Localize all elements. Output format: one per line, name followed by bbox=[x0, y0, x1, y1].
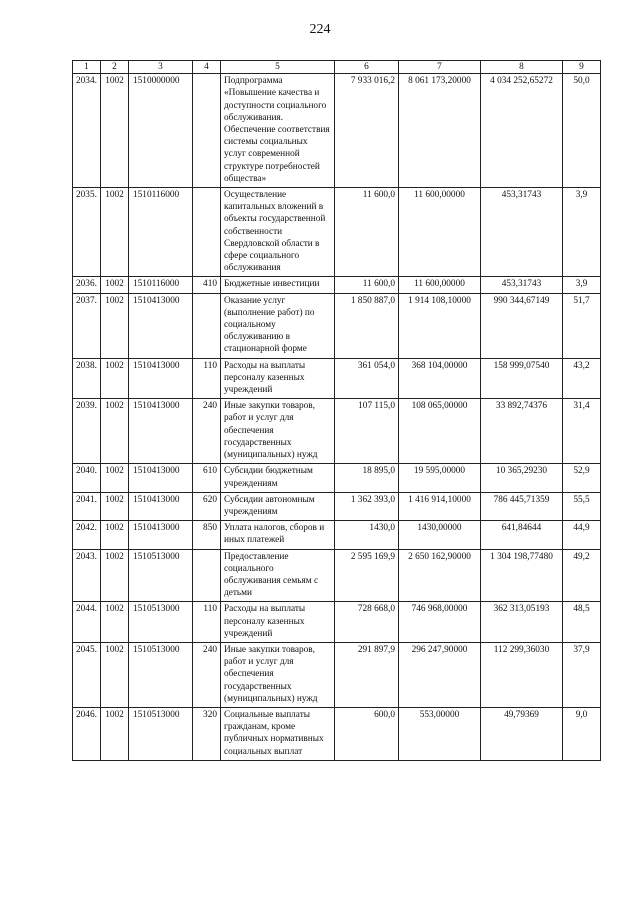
planned-amount-cell: 11 600,0 bbox=[335, 188, 399, 277]
executed-amount-cell: 33 892,74376 bbox=[481, 399, 563, 464]
expense-type-cell bbox=[193, 549, 221, 602]
planned-amount-cell: 728 668,0 bbox=[335, 602, 399, 643]
budget-table bbox=[72, 60, 601, 761]
section-code-cell: 1002 bbox=[101, 521, 129, 549]
planned-amount-cell: 107 115,0 bbox=[335, 399, 399, 464]
table-row bbox=[73, 642, 601, 707]
target-code-cell: 1510513000 bbox=[129, 707, 193, 760]
section-code-cell: 1002 bbox=[101, 549, 129, 602]
execution-percent-cell: 50,0 bbox=[563, 74, 601, 188]
table-row bbox=[73, 277, 601, 293]
target-code-cell: 1510413000 bbox=[129, 521, 193, 549]
table-header bbox=[73, 61, 601, 74]
expense-type-cell: 110 bbox=[193, 602, 221, 643]
row-number-cell: 2035. bbox=[73, 188, 101, 277]
section-code-cell: 1002 bbox=[101, 188, 129, 277]
execution-percent-cell: 43,2 bbox=[563, 358, 601, 399]
description-cell: Осуществление капитальных вложений в объекты государственной собственности Свердловской области в сфере социального обслуживания bbox=[221, 188, 335, 277]
executed-amount-cell: 4 034 252,65272 bbox=[481, 74, 563, 188]
row-number-cell: 2039. bbox=[73, 399, 101, 464]
planned-amount-cell: 2 595 169,9 bbox=[335, 549, 399, 602]
executed-amount-cell: 453,31743 bbox=[481, 188, 563, 277]
executed-amount-cell: 49,79369 bbox=[481, 707, 563, 760]
table-row bbox=[73, 602, 601, 643]
target-code-cell: 1510513000 bbox=[129, 642, 193, 707]
planned-amount-cell: 18 895,0 bbox=[335, 464, 399, 492]
description-cell: Оказание услуг (выполнение работ) по социальному обслуживанию в стационарной форме bbox=[221, 293, 335, 358]
description-cell: Иные закупки товаров, работ и услуг для обеспечения государственных (муниципальных) нужд bbox=[221, 642, 335, 707]
description-cell: Бюджетные инвестиции bbox=[221, 277, 335, 293]
execution-percent-cell: 37,9 bbox=[563, 642, 601, 707]
expense-type-cell: 620 bbox=[193, 492, 221, 520]
adjusted-amount-cell: 8 061 173,20000 bbox=[399, 74, 481, 188]
column-header: 9 bbox=[563, 61, 601, 74]
executed-amount-cell: 158 999,07540 bbox=[481, 358, 563, 399]
execution-percent-cell: 52,9 bbox=[563, 464, 601, 492]
target-code-cell: 1510116000 bbox=[129, 277, 193, 293]
row-number-cell: 2040. bbox=[73, 464, 101, 492]
target-code-cell: 1510513000 bbox=[129, 602, 193, 643]
expense-type-cell bbox=[193, 188, 221, 277]
adjusted-amount-cell: 1430,00000 bbox=[399, 521, 481, 549]
expense-type-cell: 320 bbox=[193, 707, 221, 760]
expense-type-cell: 110 bbox=[193, 358, 221, 399]
target-code-cell: 1510413000 bbox=[129, 358, 193, 399]
column-header: 4 bbox=[193, 61, 221, 74]
target-code-cell: 1510513000 bbox=[129, 549, 193, 602]
planned-amount-cell: 1 850 887,0 bbox=[335, 293, 399, 358]
row-number-cell: 2045. bbox=[73, 642, 101, 707]
executed-amount-cell: 10 365,29230 bbox=[481, 464, 563, 492]
expense-type-cell: 240 bbox=[193, 642, 221, 707]
planned-amount-cell: 7 933 016,2 bbox=[335, 74, 399, 188]
adjusted-amount-cell: 1 914 108,10000 bbox=[399, 293, 481, 358]
section-code-cell: 1002 bbox=[101, 358, 129, 399]
column-header: 5 bbox=[221, 61, 335, 74]
executed-amount-cell: 362 313,05193 bbox=[481, 602, 563, 643]
description-cell: Расходы на выплаты персоналу казенных учреждений bbox=[221, 602, 335, 643]
section-code-cell: 1002 bbox=[101, 492, 129, 520]
expense-type-cell bbox=[193, 293, 221, 358]
description-cell: Субсидии бюджетным учреждениям bbox=[221, 464, 335, 492]
execution-percent-cell: 48,5 bbox=[563, 602, 601, 643]
column-header: 2 bbox=[101, 61, 129, 74]
execution-percent-cell: 3,9 bbox=[563, 188, 601, 277]
table-row bbox=[73, 707, 601, 760]
expense-type-cell: 240 bbox=[193, 399, 221, 464]
target-code-cell: 1510413000 bbox=[129, 492, 193, 520]
adjusted-amount-cell: 11 600,00000 bbox=[399, 277, 481, 293]
executed-amount-cell: 641,84644 bbox=[481, 521, 563, 549]
section-code-cell: 1002 bbox=[101, 707, 129, 760]
execution-percent-cell: 55,5 bbox=[563, 492, 601, 520]
execution-percent-cell: 51,7 bbox=[563, 293, 601, 358]
table-row bbox=[73, 74, 601, 188]
description-cell: Иные закупки товаров, работ и услуг для обеспечения государственных (муниципальных) нужд bbox=[221, 399, 335, 464]
executed-amount-cell: 453,31743 bbox=[481, 277, 563, 293]
planned-amount-cell: 291 897,9 bbox=[335, 642, 399, 707]
table-row bbox=[73, 399, 601, 464]
expense-type-cell: 850 bbox=[193, 521, 221, 549]
column-header: 8 bbox=[481, 61, 563, 74]
row-number-cell: 2044. bbox=[73, 602, 101, 643]
row-number-cell: 2038. bbox=[73, 358, 101, 399]
executed-amount-cell: 1 304 198,77480 bbox=[481, 549, 563, 602]
row-number-cell: 2043. bbox=[73, 549, 101, 602]
column-header: 3 bbox=[129, 61, 193, 74]
description-cell: Субсидии автономным учреждениям bbox=[221, 492, 335, 520]
table-row bbox=[73, 549, 601, 602]
executed-amount-cell: 112 299,36030 bbox=[481, 642, 563, 707]
section-code-cell: 1002 bbox=[101, 293, 129, 358]
target-code-cell: 1510413000 bbox=[129, 399, 193, 464]
section-code-cell: 1002 bbox=[101, 277, 129, 293]
planned-amount-cell: 1430,0 bbox=[335, 521, 399, 549]
row-number-cell: 2037. bbox=[73, 293, 101, 358]
row-number-cell: 2041. bbox=[73, 492, 101, 520]
row-number-cell: 2042. bbox=[73, 521, 101, 549]
column-number-row bbox=[73, 61, 601, 74]
adjusted-amount-cell: 296 247,90000 bbox=[399, 642, 481, 707]
expense-type-cell: 410 bbox=[193, 277, 221, 293]
table-row bbox=[73, 358, 601, 399]
expense-type-cell: 610 bbox=[193, 464, 221, 492]
executed-amount-cell: 786 445,71359 bbox=[481, 492, 563, 520]
target-code-cell: 1510413000 bbox=[129, 293, 193, 358]
table-row bbox=[73, 188, 601, 277]
target-code-cell: 1510116000 bbox=[129, 188, 193, 277]
target-code-cell: 1510000000 bbox=[129, 74, 193, 188]
section-code-cell: 1002 bbox=[101, 74, 129, 188]
planned-amount-cell: 1 362 393,0 bbox=[335, 492, 399, 520]
column-header: 6 bbox=[335, 61, 399, 74]
table-row bbox=[73, 293, 601, 358]
planned-amount-cell: 11 600,0 bbox=[335, 277, 399, 293]
row-number-cell: 2034. bbox=[73, 74, 101, 188]
description-cell: Уплата налогов, сборов и иных платежей bbox=[221, 521, 335, 549]
adjusted-amount-cell: 19 595,00000 bbox=[399, 464, 481, 492]
adjusted-amount-cell: 368 104,00000 bbox=[399, 358, 481, 399]
section-code-cell: 1002 bbox=[101, 464, 129, 492]
planned-amount-cell: 600,0 bbox=[335, 707, 399, 760]
description-cell: Предоставление социального обслуживания семьям с детьми bbox=[221, 549, 335, 602]
table-row bbox=[73, 492, 601, 520]
section-code-cell: 1002 bbox=[101, 399, 129, 464]
execution-percent-cell: 9,0 bbox=[563, 707, 601, 760]
executed-amount-cell: 990 344,67149 bbox=[481, 293, 563, 358]
section-code-cell: 1002 bbox=[101, 642, 129, 707]
target-code-cell: 1510413000 bbox=[129, 464, 193, 492]
description-cell: Социальные выплаты гражданам, кроме публичных нормативных социальных выплат bbox=[221, 707, 335, 760]
column-header: 1 bbox=[73, 61, 101, 74]
table-row bbox=[73, 464, 601, 492]
planned-amount-cell: 361 054,0 bbox=[335, 358, 399, 399]
description-cell: Подпрограмма «Повышение качества и доступности социального обслуживания. Обеспечение соответствия системы социальных услуг современной структуре потребностей общества» bbox=[221, 74, 335, 188]
execution-percent-cell: 49,2 bbox=[563, 549, 601, 602]
adjusted-amount-cell: 1 416 914,10000 bbox=[399, 492, 481, 520]
adjusted-amount-cell: 553,00000 bbox=[399, 707, 481, 760]
adjusted-amount-cell: 108 065,00000 bbox=[399, 399, 481, 464]
adjusted-amount-cell: 2 650 162,90000 bbox=[399, 549, 481, 602]
execution-percent-cell: 3,9 bbox=[563, 277, 601, 293]
execution-percent-cell: 31,4 bbox=[563, 399, 601, 464]
row-number-cell: 2046. bbox=[73, 707, 101, 760]
adjusted-amount-cell: 11 600,00000 bbox=[399, 188, 481, 277]
expense-type-cell bbox=[193, 74, 221, 188]
table-row bbox=[73, 521, 601, 549]
description-cell: Расходы на выплаты персоналу казенных учреждений bbox=[221, 358, 335, 399]
section-code-cell: 1002 bbox=[101, 602, 129, 643]
column-header: 7 bbox=[399, 61, 481, 74]
execution-percent-cell: 44,9 bbox=[563, 521, 601, 549]
page-number: 224 bbox=[309, 22, 331, 37]
table-body bbox=[73, 74, 601, 761]
adjusted-amount-cell: 746 968,00000 bbox=[399, 602, 481, 643]
row-number-cell: 2036. bbox=[73, 277, 101, 293]
